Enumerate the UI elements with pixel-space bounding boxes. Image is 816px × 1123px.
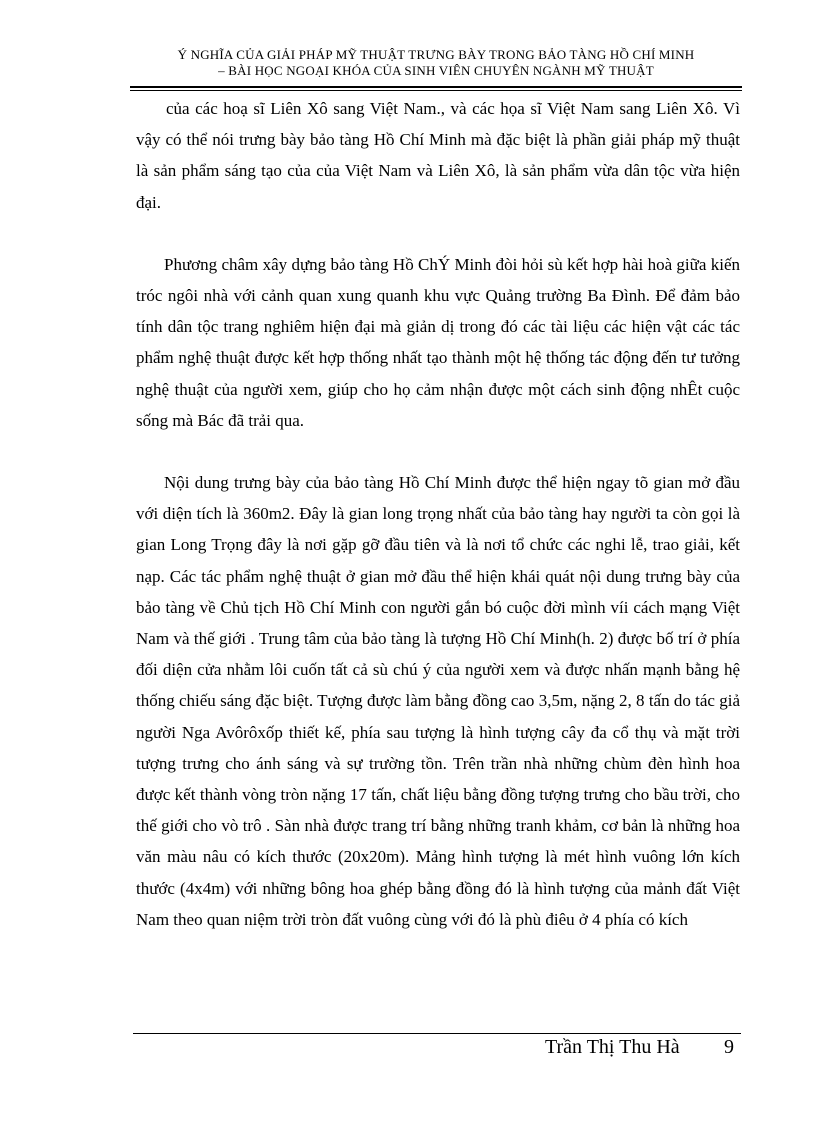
page-number: 9 <box>724 1036 734 1058</box>
header-rule-thick <box>130 86 742 88</box>
header-line-2: – BÀI HỌC NGOẠI KHÓA CỦA SINH VIÊN CHUYÊN NGÀNH MỸ THUẬT <box>218 63 654 78</box>
footer-author: Trần Thị Thu Hà <box>545 1036 680 1058</box>
header-line-1: Ý NGHĨA CỦA GIẢI PHÁP MỸ THUẬT TRƯNG BÀY TRONG BẢO TÀNG HỒ CHÍ MINH <box>177 47 695 62</box>
running-header <box>130 47 742 79</box>
paragraph-3: Nội dung trưng bày của bảo tàng Hồ Chí Minh được thể hiện ngay tõ gian mở đầu với diện tích là 360m2. Đây là gian long trọng nhất của bảo tàng hay người ta còn gọi là gian Long Trọng đây là nơi gặp gỡ đầu tiên và là nơi tổ chức các nghi lễ, trao giải, kết nạp. Các tác phẩm nghệ thuật ở gian mở đầu thể hiện khái quát nội dung trưng bày của bảo tàng về Chủ tịch Hồ Chí Minh con người gắn bó cuộc đời mình víi cách mạng Việt Nam và thế giới . Trung tâm của bảo tàng là tượng Hồ Chí Minh(h. 2) được bố trí ở phía đối diện cửa nhằm lôi cuốn tất cả sù chú ý của người xem và được nhấn mạnh bằng hệ thống chiếu sáng đặc biệt. Tượng được làm bằng đồng cao 3,5m, nặng 2, 8 tấn do tác giả người Nga Avôrôxốp thiết kế, phía sau tượng là hình tượng cây đa cổ thụ và mặt trời tượng trưng cho ánh sáng và sự trường tồn. Trên trần nhà những chùm đèn hình hoa được kết thành vòng tròn nặng 17 tấn, chất liệu bằng đồng tượng trưng cho bầu trời, cho thế giới cho vò trô . Sàn nhà được trang trí bằng những tranh khảm, cơ bản là những hoa văn màu nâu có kích thước (20x20m). Mảng hình tượng là mét hình vuông lớn kích thước (4x4m) với những bông hoa ghép bằng đồng đó là hình tượng của mảnh đất Việt Nam theo quan niệm trời tròn đất vuông cùng với đó là phù điêu ở 4 phía có kích <box>136 473 740 929</box>
paragraph-2: Phương châm xây dựng bảo tàng Hồ ChÝ Minh đòi hỏi sù kết hợp hài hoà giữa kiến tróc ngôi nhà với cảnh quan xung quanh khu vực Quảng trường Ba Đình. Để đảm bảo tính dân tộc trang nghiêm hiện đại mà giản dị trong đó các tài liệu các hiện vật các tác phẩm nghệ thuật được kết hợp thống nhất tạo thành một hệ thống tác động đến tư tưởng nghệ thuật của người xem, giúp cho họ cảm nhận được một cách sinh động nhÊt cuộc sống mà Bác đã trải qua. <box>136 254 740 430</box>
footer-rule <box>133 1033 741 1034</box>
paragraph-1: của các hoạ sĩ Liên Xô sang Việt Nam., và các họa sĩ Việt Nam sang Liên Xô. Vì vậy có thể nói trưng bày bảo tàng Hồ Chí Minh mà đặc biệt là phần giải pháp mỹ thuật là sản phẩm sáng tạo của của Việt Nam và Liên Xô, là sản phẩm vừa dân tộc vừa hiện đại. <box>136 99 740 212</box>
header-rule-thin <box>130 90 742 91</box>
body-text <box>136 93 740 935</box>
